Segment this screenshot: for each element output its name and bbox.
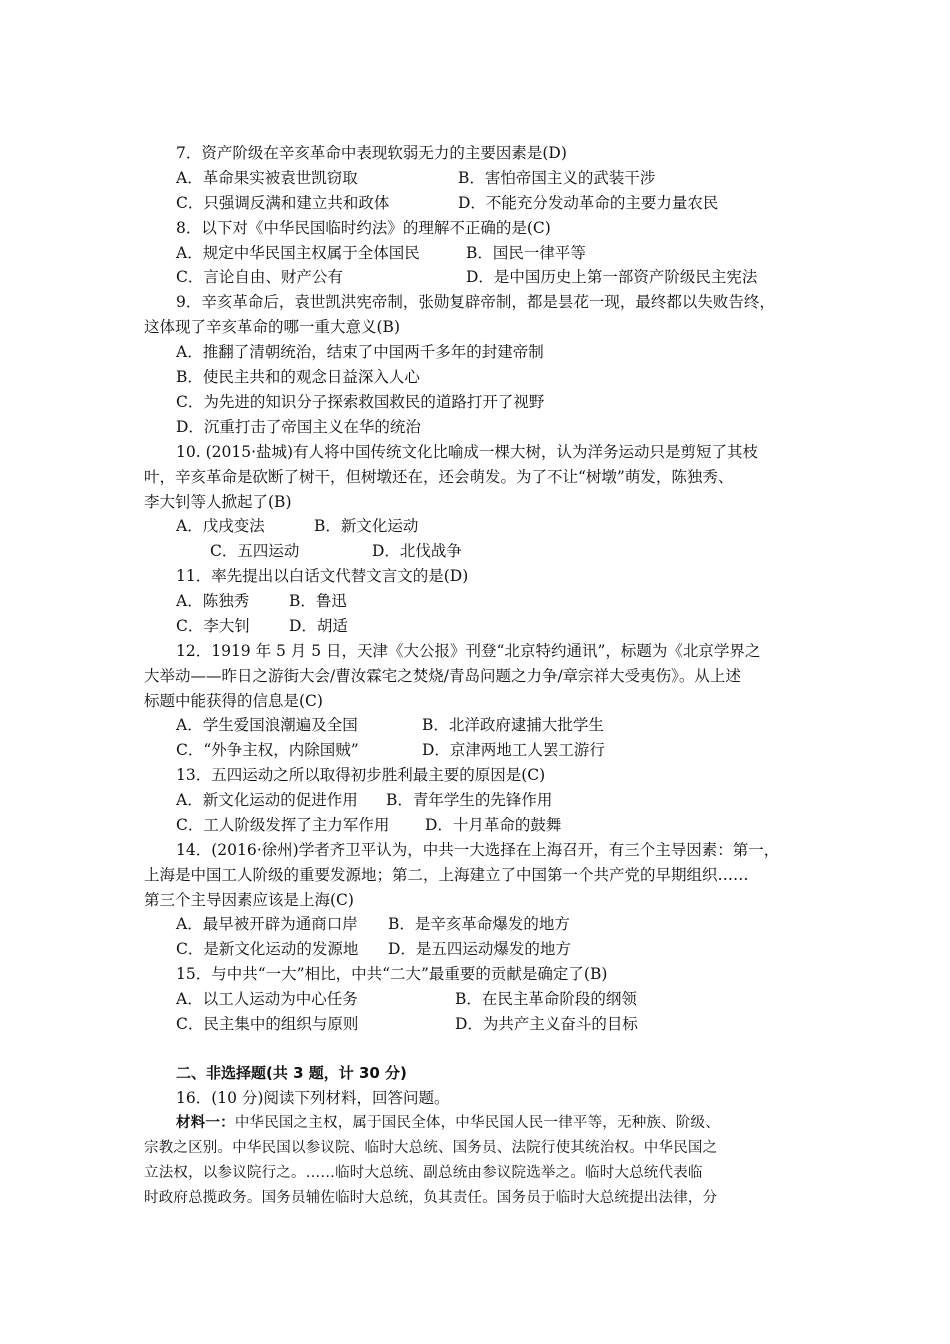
q8-option-b: B．国民一律平等 <box>466 244 586 262</box>
q8-option-c: C．言论自由、财产公有 <box>176 268 343 286</box>
q13-option-a: A．新文化运动的促进作用 <box>176 791 358 809</box>
q14-stem-line1: 14．(2016·徐州)学者齐卫平认为，中共一大选择在上海召开，有三个主导因素：第一， <box>176 841 780 859</box>
material-1-line1 <box>176 1112 720 1134</box>
q14-stem-line3: 第三个主导因素应该是上海(C) <box>144 891 354 909</box>
q15-option-d: D．为共产主义奋斗的目标 <box>455 1015 638 1033</box>
q15-stem: 15．与中共“一大”相比，中共“二大”最重要的贡献是确定了(B) <box>176 965 608 983</box>
q12-stem-line3: 标题中能获得的信息是(C) <box>144 692 323 710</box>
q9-option-d: D．沉重打击了帝国主义在华的统治 <box>176 418 421 436</box>
q11-option-b: B．鲁迅 <box>289 592 347 610</box>
material-1-line3: 立法权，以参议院行之。……临时大总统、副总统由参议院选举之。临时大总统代表临 <box>144 1165 703 1181</box>
q15-option-b: B．在民主革命阶段的纲领 <box>455 990 637 1008</box>
q14-option-b: B．是辛亥革命爆发的地方 <box>388 915 570 933</box>
q10-option-b: B．新文化运动 <box>314 517 419 535</box>
q10-stem-line3: 李大钊等人掀起了(B) <box>144 493 292 511</box>
q7-stem: 7．资产阶级在辛亥革命中表现软弱无力的主要因素是(D) <box>176 144 567 162</box>
q7-option-d: D．不能充分发动革命的主要力量农民 <box>458 194 719 212</box>
q16-stem: 16．(10 分)阅读下列材料，回答问题。 <box>176 1089 450 1107</box>
q9-option-a: A．推翻了清朝统治，结束了中国两千多年的封建帝制 <box>176 343 544 361</box>
q11-option-c: C．李大钊 <box>176 617 250 635</box>
material-1-text: 中华民国之主权，属于国民全体，中华民国人民一律平等，无种族、阶级、 <box>234 1115 720 1131</box>
q11-option-d: D．胡适 <box>289 617 348 635</box>
q7-option-c: C．只强调反满和建立共和政体 <box>176 194 390 212</box>
q8-option-d: D．是中国历史上第一部资产阶级民主宪法 <box>466 268 758 286</box>
q9-option-b: B．使民主共和的观念日益深入人心 <box>176 368 420 386</box>
q13-option-b: B．青年学生的先锋作用 <box>386 791 553 809</box>
q12-option-a: A．学生爱国浪潮遍及全国 <box>176 716 358 734</box>
q14-option-d: D．是五四运动爆发的地方 <box>388 940 571 958</box>
material-1-line4: 时政府总揽政务。国务员辅佐临时大总统，负其责任。国务员于临时大总统提出法律，分 <box>144 1190 718 1206</box>
q9-stem-line1: 9．辛亥革命后，袁世凯洪宪帝制，张勋复辟帝制，都是昙花一现，最终都以失败告终， <box>176 293 775 311</box>
q11-option-a: A．陈独秀 <box>176 592 250 610</box>
q15-option-a: A．以工人运动为中心任务 <box>176 990 358 1008</box>
q10-option-d: D．北伐战争 <box>372 542 462 560</box>
q12-option-d: D．京津两地工人罢工游行 <box>422 741 605 759</box>
q12-option-b: B．北洋政府逮捕大批学生 <box>422 716 604 734</box>
q13-option-d: D．十月革命的鼓舞 <box>425 816 562 834</box>
q15-option-c: C．民主集中的组织与原则 <box>176 1015 359 1033</box>
q13-stem: 13．五四运动之所以取得初步胜利最主要的原因是(C) <box>176 766 546 784</box>
q11-stem: 11．率先提出以白话文代替文言文的是(D) <box>176 567 469 585</box>
q8-stem: 8．以下对《中华民国临时约法》的理解不正确的是(C) <box>176 219 551 237</box>
q10-option-a: A．戊戌变法 <box>176 517 265 535</box>
q14-option-c: C．是新文化运动的发源地 <box>176 940 359 958</box>
section2-heading: 二、非选择题(共 3 题，计 30 分) <box>176 1064 407 1082</box>
q9-stem-line2: 这体现了辛亥革命的哪一重大意义(B) <box>144 318 400 336</box>
q7-option-b: B．害怕帝国主义的武装干涉 <box>458 169 656 187</box>
q9-option-c: C．为先进的知识分子探索救国救民的道路打开了视野 <box>176 393 545 411</box>
q10-option-c: C．五四运动 <box>210 542 300 560</box>
q7-option-a: A．革命果实被袁世凯窃取 <box>176 169 358 187</box>
q14-stem-line2: 上海是中国工人阶级的重要发源地；第二，上海建立了中国第一个共产党的早期组织…… <box>144 866 749 884</box>
material-1-line2: 宗教之区别。中华民国以参议院、临时大总统、国务员、法院行使其统治权。中华民国之 <box>144 1140 718 1156</box>
q8-option-a: A．规定中华民国主权属于全体国民 <box>176 244 420 262</box>
q13-option-c: C．工人阶级发挥了主力军作用 <box>176 816 390 834</box>
q12-stem-line2: 大举动——昨日之游街大会/曹汝霖宅之焚烧/青岛问题之力争/章宗祥大受夷伤》。从上述 <box>144 667 741 685</box>
q14-option-a: A．最早被开辟为通商口岸 <box>176 915 358 933</box>
q10-stem-line2: 叶，辛亥革命是砍断了树干，但树墩还在，还会萌发。为了不让“树墩”萌发，陈独秀、 <box>144 468 734 486</box>
q12-stem-line1: 12．1919 年 5 月 5 日，天津《大公报》刊登“北京特约通讯”，标题为《北京学界之 <box>176 642 761 660</box>
q12-option-c: C．“外争主权，内除国贼” <box>176 741 359 759</box>
material-1-label: 材料一： <box>176 1115 235 1131</box>
q10-stem-line1: 10. (2015·盐城)有人将中国传统文化比喻成一棵大树，认为洋务运动只是剪短了其枝 <box>176 443 759 461</box>
